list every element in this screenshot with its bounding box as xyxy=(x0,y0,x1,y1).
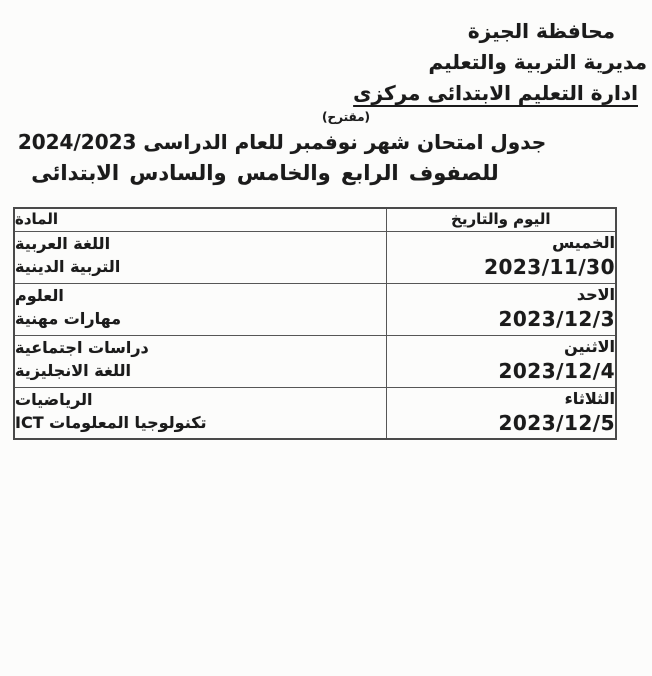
day-date-column-header: اليوم والتاريخ xyxy=(386,208,616,231)
proposal-note: (مقترح) xyxy=(321,110,371,124)
exam-schedule-title: جدول امتحان شهر نوفمبر للعام الدراسى 2024/2023 xyxy=(17,130,547,154)
day-name: الخميس xyxy=(552,232,615,252)
date-value: 2023/12/5 xyxy=(498,410,615,435)
date-value: 2023/12/3 xyxy=(498,306,615,331)
subject-line: اللغة العربية xyxy=(15,233,111,253)
table-row xyxy=(14,231,616,283)
subject-cell xyxy=(14,335,386,387)
table-header-row xyxy=(14,208,616,231)
table-row xyxy=(14,335,616,387)
subject-line: مهارات مهنية xyxy=(15,308,122,328)
directorate-line: مديرية التربية والتعليم xyxy=(428,50,647,74)
subject-line: دراسات اجتماعية xyxy=(15,337,149,357)
subject-line: الرياضيات xyxy=(15,389,93,409)
table-row xyxy=(14,283,616,335)
subject-column-header: المادة xyxy=(14,208,386,231)
subject-line: العلوم xyxy=(15,285,64,305)
exam-schedule-table xyxy=(13,207,617,440)
date-value: 2023/11/30 xyxy=(484,254,615,279)
subject-cell xyxy=(14,283,386,335)
day-date-cell xyxy=(386,335,616,387)
day-name: الاثنين xyxy=(564,336,615,356)
subject-line: اللغة الانجليزية xyxy=(15,360,131,380)
date-value: 2023/12/4 xyxy=(498,358,615,383)
day-date-cell xyxy=(386,283,616,335)
day-name: الثلاثاء xyxy=(564,388,615,408)
subject-cell xyxy=(14,231,386,283)
subject-line: تكنولوجيا المعلومات ICT xyxy=(15,412,207,432)
subject-cell xyxy=(14,387,386,439)
table-row xyxy=(14,387,616,439)
gov-header xyxy=(0,16,652,109)
governorate-line: محافظة الجيزة xyxy=(467,19,615,43)
subject-line: التربية الدينية xyxy=(15,256,121,276)
administration-line: ادارة التعليم الابتدائى مركزى xyxy=(353,81,638,105)
day-name: الاحد xyxy=(576,284,615,304)
day-date-cell xyxy=(386,387,616,439)
day-date-cell xyxy=(386,231,616,283)
exam-schedule-subtitle: للصفوف الرابع والخامس والسادس الابتدائى xyxy=(31,161,499,185)
